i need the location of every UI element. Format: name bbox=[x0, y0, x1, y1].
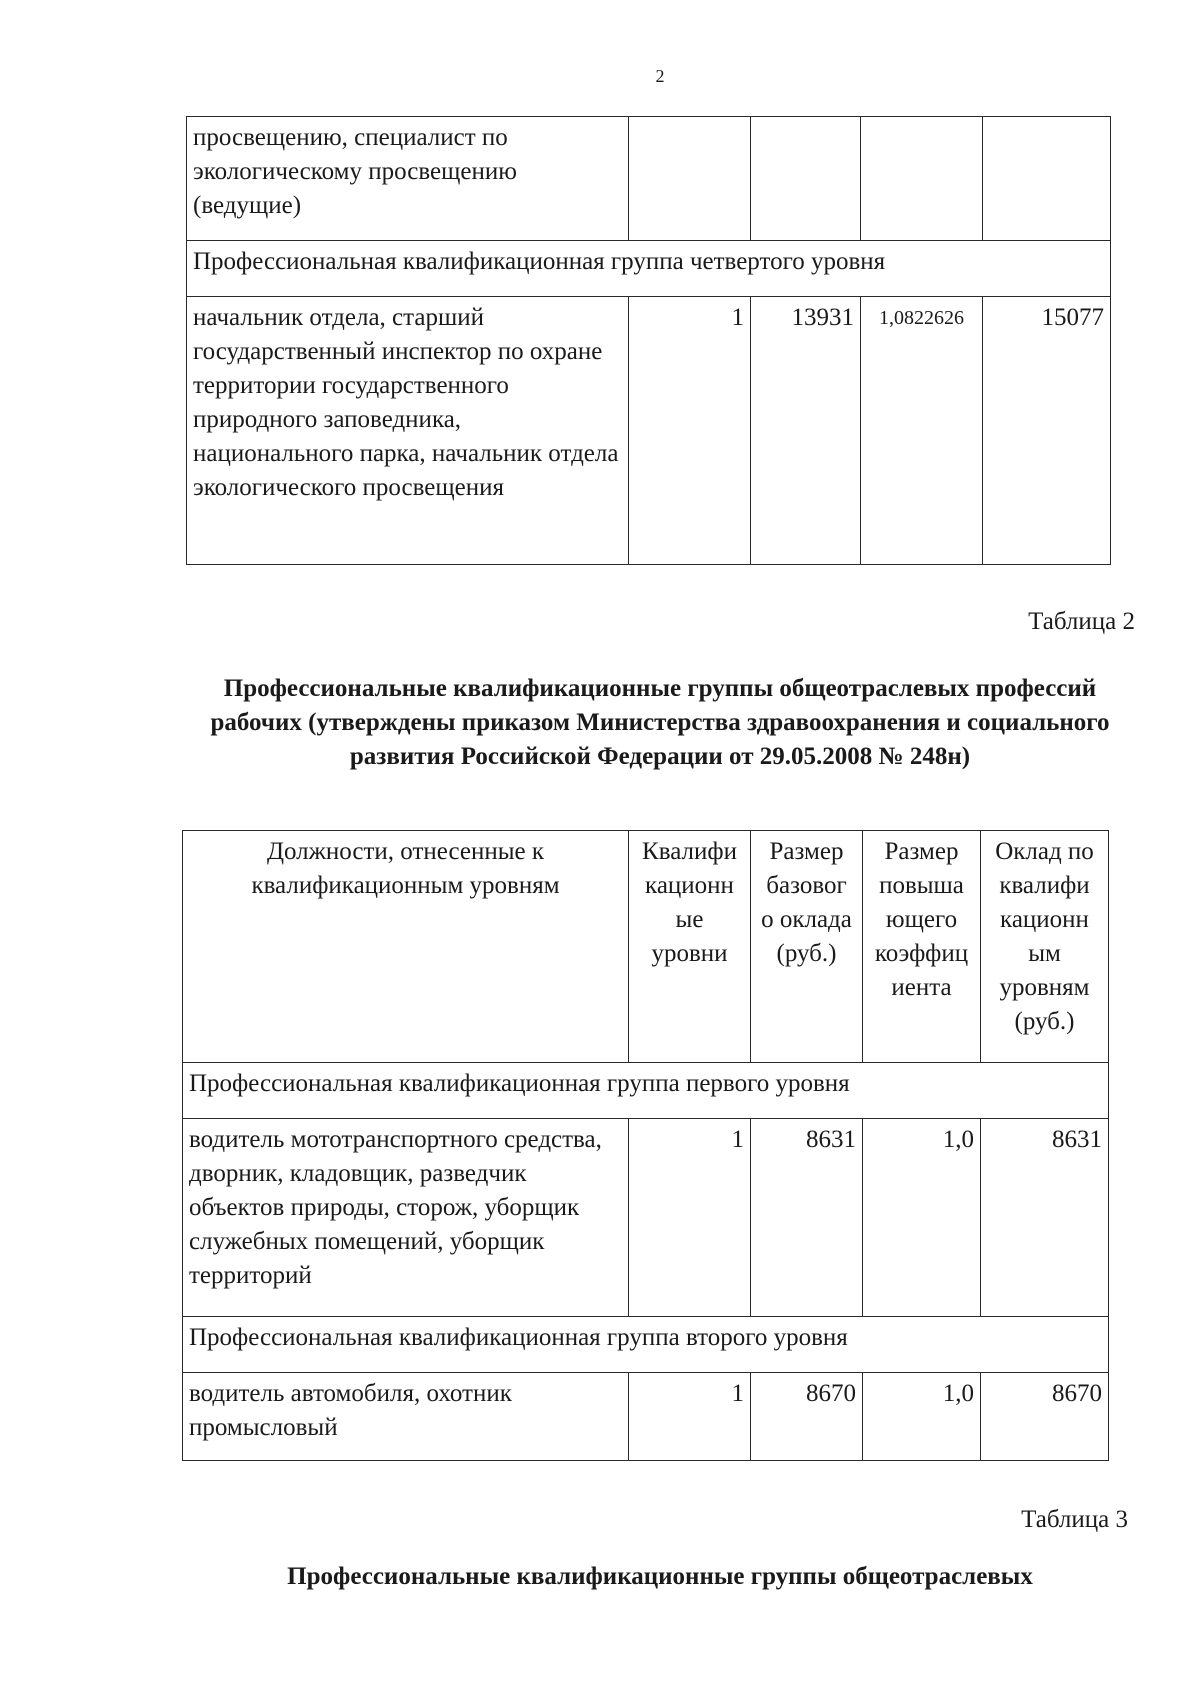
header-level: Квалифи кационн ые уровни bbox=[629, 831, 751, 1063]
base-salary-cell: 8670 bbox=[751, 1373, 863, 1461]
coefficient-cell: 1,0 bbox=[863, 1373, 981, 1461]
base-salary-cell bbox=[751, 117, 861, 241]
table-2-caption: Таблица 2 bbox=[1028, 608, 1135, 635]
group-title-cell: Профессиональная квалификационная группа второго уровня bbox=[183, 1317, 1109, 1373]
page-number: 2 bbox=[655, 66, 665, 86]
coefficient-cell: 1,0 bbox=[863, 1119, 981, 1317]
position-cell: водитель мототранспортного средства, дворник, кладовщик, разведчик объектов природы, сторож, уборщик служебных помещений, уборщик территорий bbox=[183, 1119, 629, 1317]
salary-cell bbox=[983, 117, 1111, 241]
table-row bbox=[183, 1373, 1109, 1461]
table-2 bbox=[182, 830, 1109, 1461]
coefficient-cell: 1,0822626 bbox=[861, 297, 983, 565]
header-coefficient: Размер повыша ющего коэффиц иента bbox=[863, 831, 981, 1063]
table-row bbox=[187, 117, 1111, 241]
table-3-caption: Таблица 3 bbox=[1021, 1506, 1128, 1533]
level-cell bbox=[629, 117, 751, 241]
table-row bbox=[183, 1119, 1109, 1317]
table-header-row bbox=[183, 831, 1109, 1063]
base-salary-cell: 8631 bbox=[751, 1119, 863, 1317]
base-salary-cell: 13931 bbox=[751, 297, 861, 565]
group-title-cell: Профессиональная квалификационная группа первого уровня bbox=[183, 1063, 1109, 1119]
group-row bbox=[183, 1317, 1109, 1373]
level-cell: 1 bbox=[629, 297, 751, 565]
salary-cell: 8670 bbox=[981, 1373, 1109, 1461]
salary-cell: 8631 bbox=[981, 1119, 1109, 1317]
salary-cell: 15077 bbox=[983, 297, 1111, 565]
table-2-title: Профессиональные квалификационные группы общеотраслевых профессий рабочих (утверждены приказом Министерства здравоохранения и социального развития Российской Федерации от 29.05.2008 № 248н) bbox=[210, 675, 1110, 770]
level-cell: 1 bbox=[629, 1373, 751, 1461]
group-row bbox=[183, 1063, 1109, 1119]
header-position: Должности, отнесенные к квалификационным уровням bbox=[183, 831, 629, 1063]
table-1-continuation bbox=[186, 116, 1111, 565]
position-cell: начальник отдела, старший государственный инспектор по охране территории государственного природного заповедника, национального парка, начальник отдела экологического просвещения bbox=[187, 297, 629, 565]
group-row bbox=[187, 241, 1111, 297]
table-3-title: Профессиональные квалификационные группы общеотраслевых bbox=[287, 1563, 1033, 1590]
table-row bbox=[187, 297, 1111, 565]
level-cell: 1 bbox=[629, 1119, 751, 1317]
header-salary: Оклад по квалифи кационн ым уровням (руб.) bbox=[981, 831, 1109, 1063]
coefficient-cell bbox=[861, 117, 983, 241]
header-base-salary: Размер базовог о оклада (руб.) bbox=[751, 831, 863, 1063]
position-cell: водитель автомобиля, охотник промысловый bbox=[183, 1373, 629, 1461]
group-title-cell: Профессиональная квалификационная группа четвертого уровня bbox=[187, 241, 1111, 297]
position-cell: просвещению, специалист по экологическому просвещению (ведущие) bbox=[187, 117, 629, 241]
